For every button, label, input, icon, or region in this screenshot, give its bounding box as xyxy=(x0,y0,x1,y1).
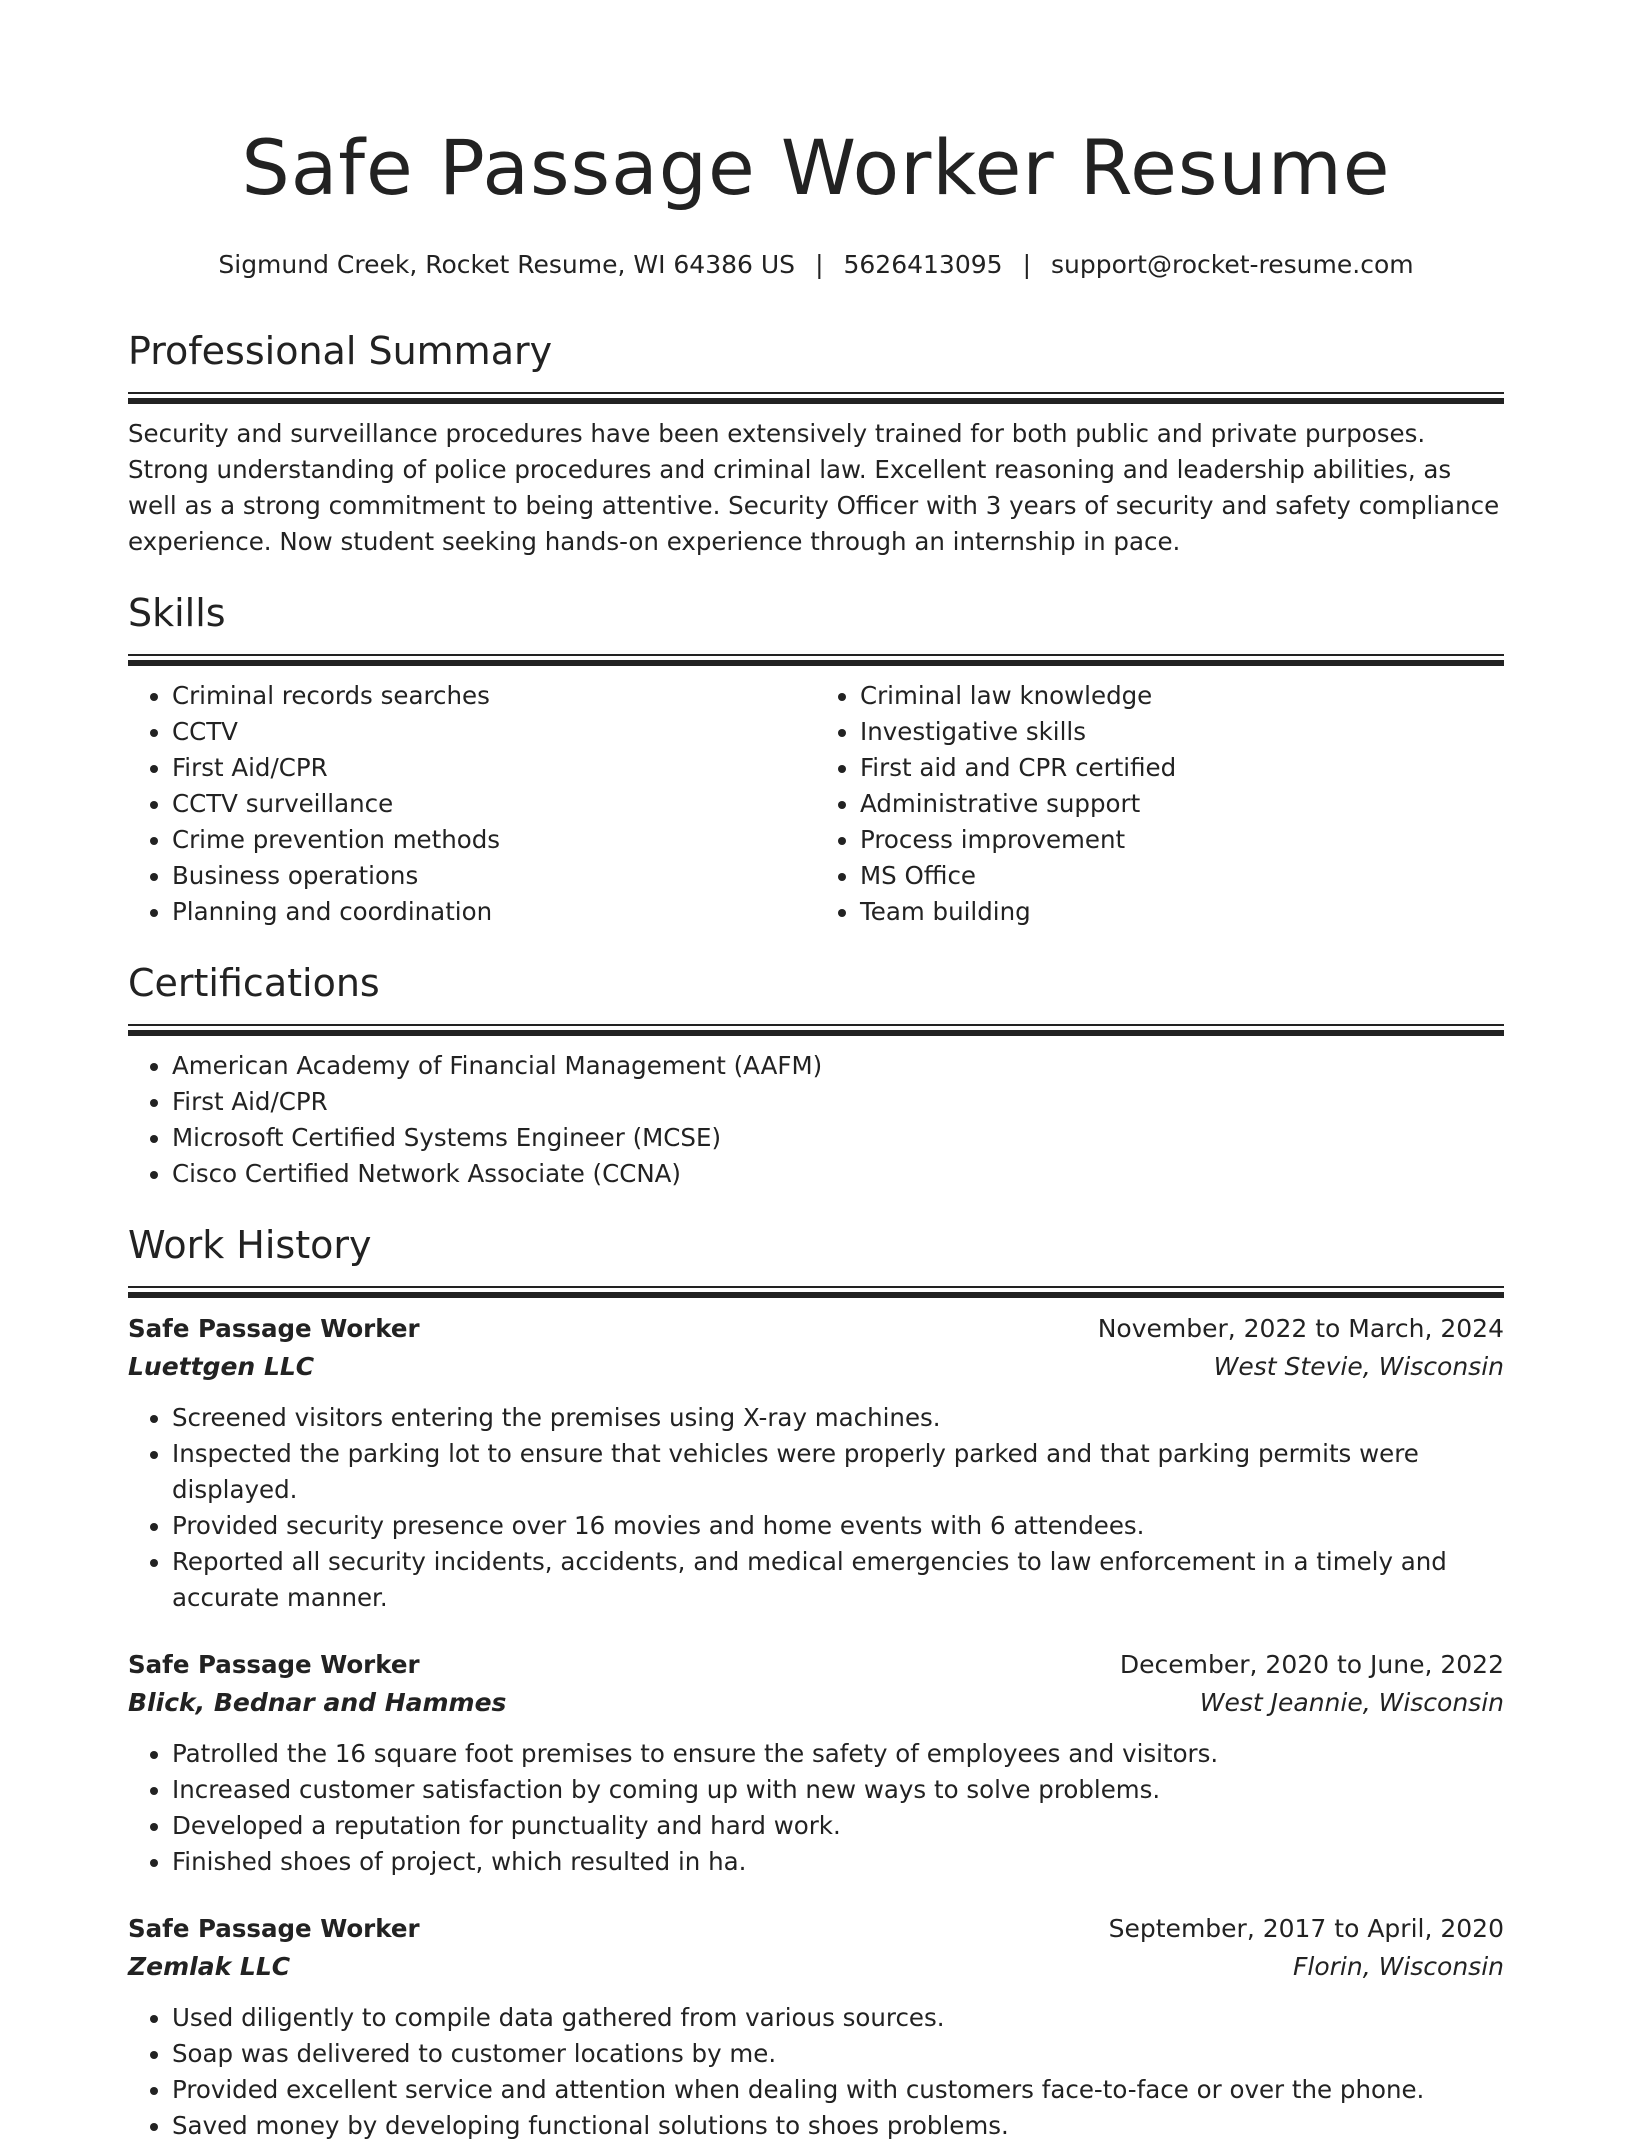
section-divider xyxy=(128,1024,1504,1036)
job-duty-item: • Finished shoes of project, which resulted in ha. xyxy=(172,1844,1504,1880)
skill-item: • Process improvement xyxy=(860,822,1504,858)
certification-item: • American Academy of Financial Management (AAFM) xyxy=(172,1048,1504,1084)
job-duty-item: • Provided excellent service and attention when dealing with customers face-to-face or over the phone. xyxy=(172,2072,1504,2108)
job-company: Luettgen LLC xyxy=(128,1352,315,1381)
contact-email: support@rocket-resume.com xyxy=(1051,250,1414,279)
skill-item: • First Aid/CPR xyxy=(172,750,816,786)
job-entry xyxy=(128,1310,1504,1616)
resume-title: Safe Passage Worker Resume xyxy=(241,123,1391,212)
skill-item: • CCTV surveillance xyxy=(172,786,816,822)
skills-list-right xyxy=(816,678,1504,930)
skill-item: • Criminal law knowledge xyxy=(860,678,1504,714)
summary-text: Security and surveillance procedures have been extensively trained for both public and private purposes. Strong understanding of police procedures and criminal law. Excellent reasoning and leadership abilities, as well as a strong commitment to being attentive. Security Officer with 3 years of security and safety compliance experience. Now student seeking hands-on experience through an internship in pace. xyxy=(128,419,1500,556)
section-heading: Work History xyxy=(128,1223,372,1267)
job-duty-item: • Developed a reputation for punctuality and hard work. xyxy=(172,1808,1504,1844)
job-header-row xyxy=(128,1646,1504,1684)
section-divider xyxy=(128,654,1504,666)
job-header-row xyxy=(128,1310,1504,1348)
certification-item: • Microsoft Certified Systems Engineer (MCSE) xyxy=(172,1120,1504,1156)
job-duty-item: • Increased customer satisfaction by coming up with new ways to solve problems. xyxy=(172,1772,1504,1808)
job-duty-item: • Reported all security incidents, accidents, and medical emergencies to law enforcement in a timely and accurate manner. xyxy=(172,1544,1504,1616)
job-duty-item: • Inspected the parking lot to ensure that vehicles were properly parked and that parking permits were displayed. xyxy=(172,1436,1504,1508)
contact-phone: 5626413095 xyxy=(843,250,1003,279)
contact-address: Sigmund Creek, Rocket Resume, WI 64386 US xyxy=(218,250,796,279)
job-dates: December, 2020 to June, 2022 xyxy=(1119,1650,1504,1679)
job-duties-list xyxy=(128,2000,1504,2144)
skill-item: • Crime prevention methods xyxy=(172,822,816,858)
section-heading: Certifications xyxy=(128,961,380,1005)
skill-item: • Business operations xyxy=(172,858,816,894)
job-entry xyxy=(128,1646,1504,1880)
section-heading: Skills xyxy=(128,591,226,635)
skill-item: • Criminal records searches xyxy=(172,678,816,714)
job-subheader-row xyxy=(128,1348,1504,1386)
job-dates: September, 2017 to April, 2020 xyxy=(1108,1914,1504,1943)
job-subheader-row xyxy=(128,1948,1504,1986)
job-subheader-row xyxy=(128,1684,1504,1722)
work-history-section xyxy=(128,1220,1504,2144)
job-title: Safe Passage Worker xyxy=(128,1650,420,1679)
job-header-row xyxy=(128,1910,1504,1948)
job-duty-item: • Screened visitors entering the premises using X-ray machines. xyxy=(172,1400,1504,1436)
job-duty-item: • Patrolled the 16 square foot premises to ensure the safety of employees and visitors. xyxy=(172,1736,1504,1772)
job-title: Safe Passage Worker xyxy=(128,1914,420,1943)
skill-item: • Planning and coordination xyxy=(172,894,816,930)
job-location: Florin, Wisconsin xyxy=(1293,1952,1504,1981)
section-heading: Professional Summary xyxy=(128,329,553,373)
contact-separator: | xyxy=(815,250,824,279)
section-divider xyxy=(128,1286,1504,1298)
job-entry xyxy=(128,1910,1504,2144)
job-company: Blick, Bednar and Hammes xyxy=(128,1688,507,1717)
contact-line xyxy=(128,248,1504,282)
skill-item: • Administrative support xyxy=(860,786,1504,822)
skill-item: • First aid and CPR certified xyxy=(860,750,1504,786)
skills-column-right xyxy=(816,678,1504,930)
contact-separator: | xyxy=(1022,250,1031,279)
job-duty-item: • Provided security presence over 16 movies and home events with 6 attendees. xyxy=(172,1508,1504,1544)
skill-item: • MS Office xyxy=(860,858,1504,894)
skills-section xyxy=(128,588,1504,930)
professional-summary-section xyxy=(128,326,1504,560)
job-duty-item: • Saved money by developing functional solutions to shoes problems. xyxy=(172,2108,1504,2144)
skill-item: • Investigative skills xyxy=(860,714,1504,750)
job-location: West Stevie, Wisconsin xyxy=(1213,1352,1504,1381)
job-duties-list xyxy=(128,1400,1504,1616)
skills-grid xyxy=(128,678,1504,930)
skills-list-left xyxy=(128,678,816,930)
job-company: Zemlak LLC xyxy=(128,1952,291,1981)
skills-column-left xyxy=(128,678,816,930)
skill-item: • Team building xyxy=(860,894,1504,930)
job-duty-item: • Soap was delivered to customer locations by me. xyxy=(172,2036,1504,2072)
certification-item: • Cisco Certified Network Associate (CCNA) xyxy=(172,1156,1504,1192)
certifications-list xyxy=(128,1048,1504,1192)
skill-item: • CCTV xyxy=(172,714,816,750)
job-dates: November, 2022 to March, 2024 xyxy=(1097,1314,1504,1343)
certifications-section xyxy=(128,958,1504,1192)
job-title: Safe Passage Worker xyxy=(128,1314,420,1343)
section-divider xyxy=(128,392,1504,404)
certification-item: • First Aid/CPR xyxy=(172,1084,1504,1120)
job-duty-item: • Used diligently to compile data gathered from various sources. xyxy=(172,2000,1504,2036)
job-duties-list xyxy=(128,1736,1504,1880)
job-location: West Jeannie, Wisconsin xyxy=(1199,1688,1504,1717)
